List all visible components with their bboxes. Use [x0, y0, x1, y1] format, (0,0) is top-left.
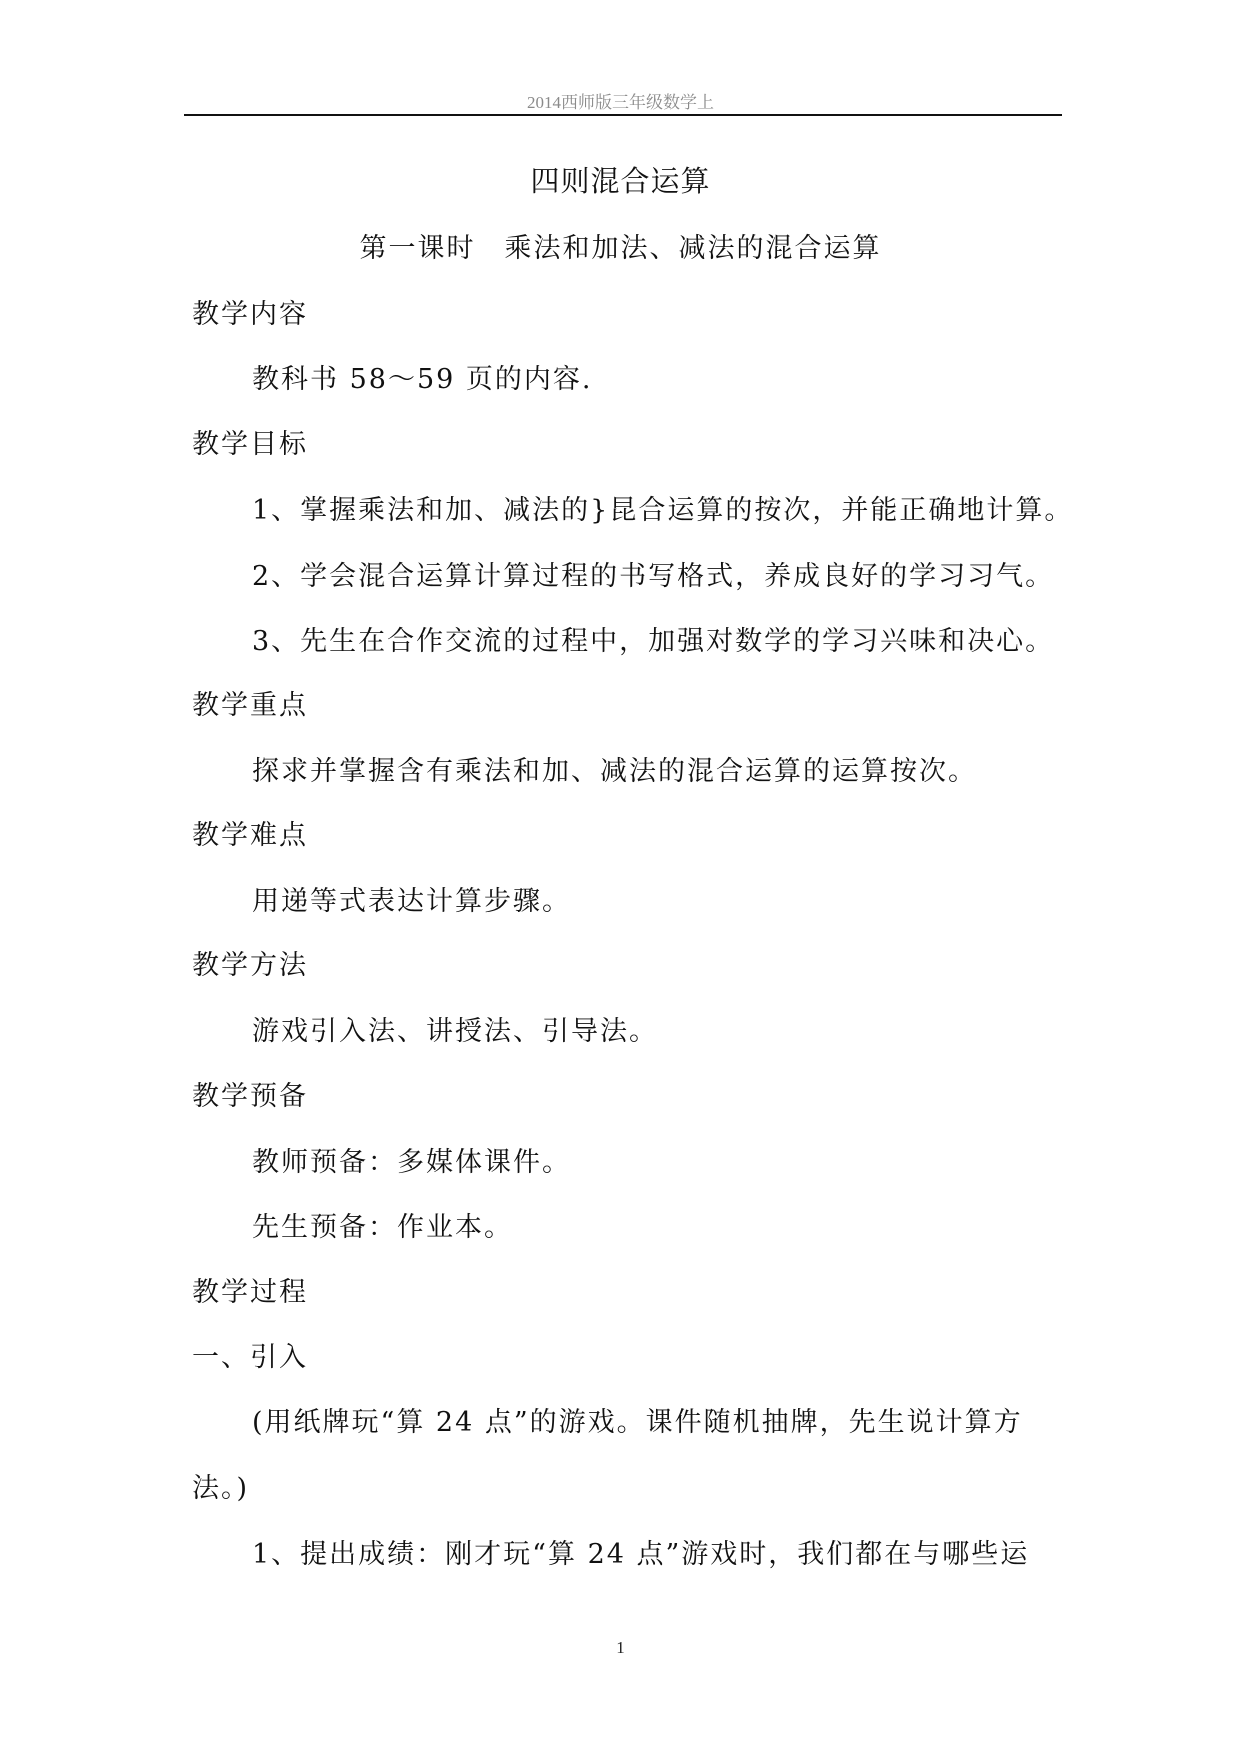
section-heading-difficulty: 教学难点	[192, 820, 308, 851]
paragraph-content: 教科书 58～59 页的内容.	[252, 364, 593, 395]
header-rule	[184, 114, 1062, 116]
section-heading-content: 教学内容	[192, 299, 308, 330]
page-number: 1	[616, 1638, 625, 1657]
section-heading-key: 教学重点	[192, 690, 308, 721]
paragraph-difficulty: 用递等式表达计算步骤。	[252, 886, 571, 917]
paragraph-method: 游戏引入法、讲授法、引导法。	[252, 1016, 658, 1047]
goal-item-1: 1、掌握乘法和加、减法的}昆合运算的按次，并能正确地计算。	[252, 495, 1074, 526]
section-heading-prep: 教学预备	[192, 1081, 308, 1112]
paragraph-prep-student: 先生预备：作业本。	[252, 1212, 513, 1243]
document-title: 四则混合运算	[530, 164, 711, 198]
section-heading-method: 教学方法	[192, 950, 308, 981]
paragraph-key: 探求并掌握含有乘法和加、减法的混合运算的运算按次。	[252, 756, 977, 787]
running-title: 2014西师版三年级数学上	[527, 93, 714, 112]
paragraph-step-line-1: (用纸牌玩“算 24 点”的游戏。课件随机抽牌，先生说计算方	[252, 1407, 1023, 1438]
step-heading: 一、引入	[192, 1342, 308, 1373]
paragraph-step-line-2: 法。)	[192, 1473, 250, 1504]
lesson-subtitle: 第一课时 乘法和加法、减法的混合运算	[359, 233, 882, 264]
paragraph-prep-teacher: 教师预备：多媒体课件。	[252, 1147, 571, 1178]
section-heading-goals: 教学目标	[192, 429, 308, 460]
section-heading-process: 教学过程	[192, 1277, 308, 1308]
goal-item-2: 2、学会混合运算计算过程的书写格式，养成良好的学习习气。	[252, 561, 1055, 592]
step-item-1: 1、提出成绩：刚才玩“算 24 点”游戏时，我们都在与哪些运	[252, 1539, 1030, 1570]
goal-item-3: 3、先生在合作交流的过程中，加强对数学的学习兴味和决心。	[252, 626, 1055, 657]
